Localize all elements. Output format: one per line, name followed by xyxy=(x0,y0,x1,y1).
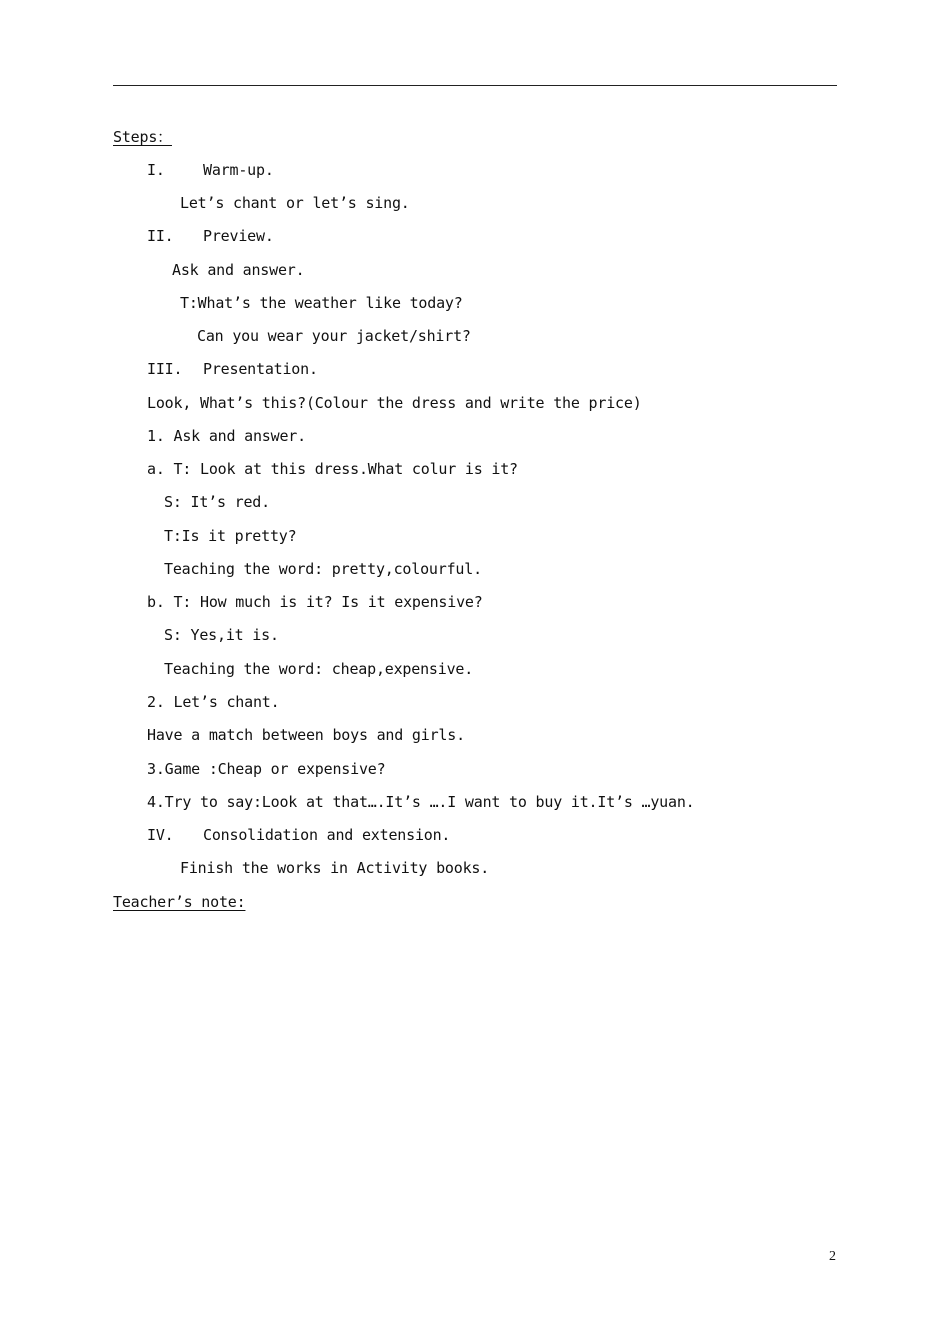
section-presentation xyxy=(147,359,318,379)
section-warmup xyxy=(147,160,274,180)
header-rule xyxy=(113,85,837,86)
section-title: Preview. xyxy=(203,227,274,245)
text-line: b. T: How much is it? Is it expensive? xyxy=(147,593,483,611)
text-line: Look, What’s this?(Colour the dress and write the price) xyxy=(147,394,642,412)
text-line: Have a match between boys and girls. xyxy=(147,726,465,744)
text-line: T:Is it pretty? xyxy=(164,527,297,545)
text-line: a. T: Look at this dress.What colur is it? xyxy=(147,460,518,478)
text-line: S: Yes,it is. xyxy=(164,626,279,644)
text-line: 2. Let’s chant. xyxy=(147,693,280,711)
text-line: Let’s chant or let’s sing. xyxy=(180,194,410,212)
section-preview xyxy=(147,226,274,246)
text-line: Can you wear your jacket/shirt? xyxy=(197,327,471,345)
text-line: S: It’s red. xyxy=(164,493,270,511)
section-number: II. xyxy=(147,227,174,245)
text-line: Finish the works in Activity books. xyxy=(180,859,490,877)
section-consolidation xyxy=(147,825,450,845)
section-number: IV. xyxy=(147,826,174,844)
section-number: III. xyxy=(147,360,183,378)
section-number: I. xyxy=(147,161,165,179)
text-line: 4.Try to say:Look at that….It’s ….I want to buy it.It’s …yuan. xyxy=(147,793,695,811)
section-title: Presentation. xyxy=(203,360,318,378)
text-line: Teaching the word: pretty,colourful. xyxy=(164,560,482,578)
text-line: Teaching the word: cheap,expensive. xyxy=(164,660,474,678)
section-title: Warm-up. xyxy=(203,161,274,179)
text-line: 3.Game :Cheap or expensive? xyxy=(147,760,386,778)
teachers-note-heading: Teacher’s note: xyxy=(113,893,246,911)
text-line: 1. Ask and answer. xyxy=(147,427,306,445)
text-line: Ask and answer. xyxy=(172,261,305,279)
page-number: 2 xyxy=(829,1249,836,1264)
steps-heading: Steps： xyxy=(113,128,172,146)
section-title: Consolidation and extension. xyxy=(203,826,451,844)
text-line: T:What’s the weather like today? xyxy=(180,294,463,312)
